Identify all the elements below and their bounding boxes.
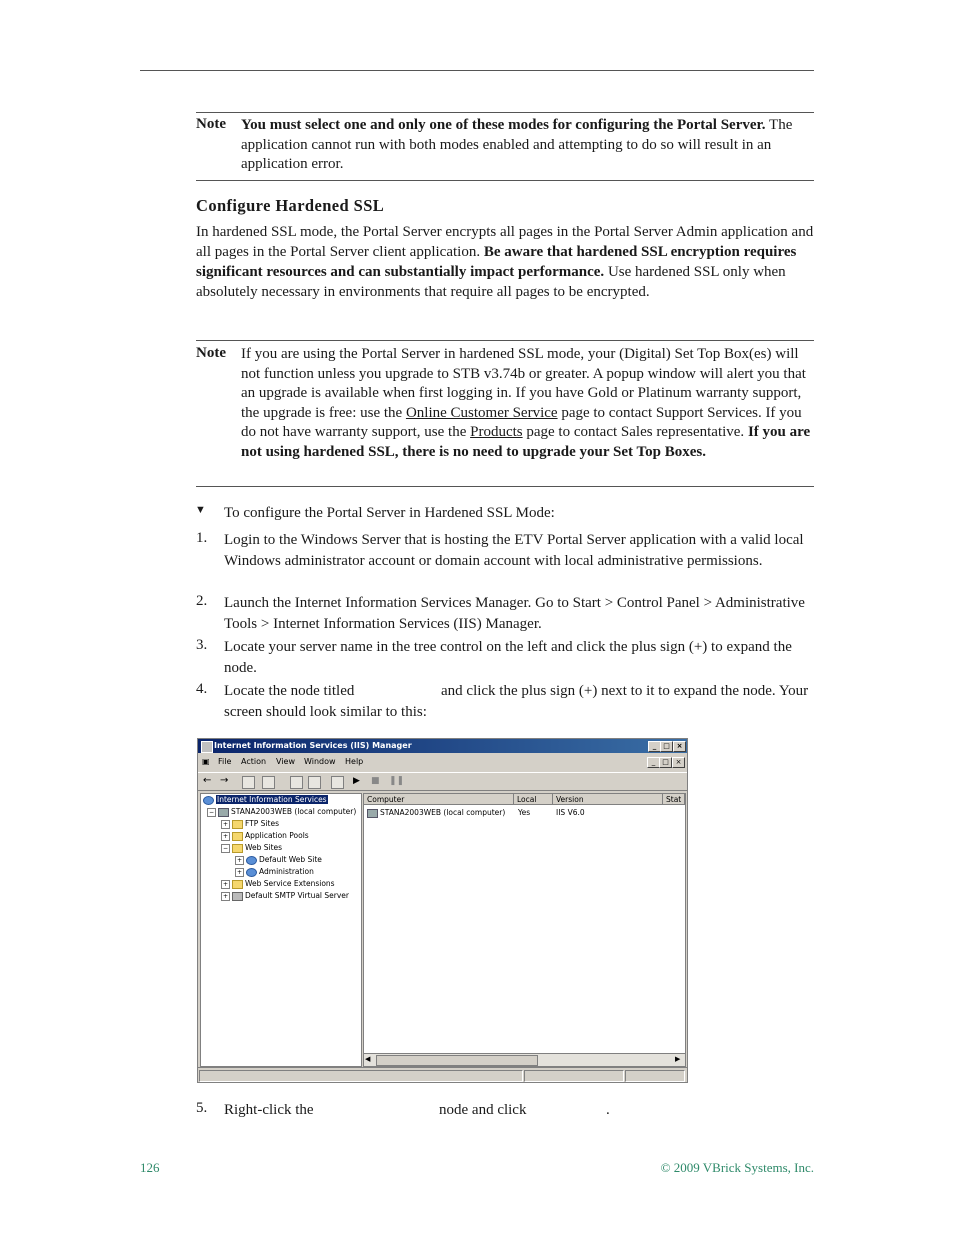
help-icon[interactable]: [308, 776, 321, 789]
tree-web-sites-label: Web Sites: [245, 843, 283, 852]
col-computer[interactable]: Computer: [364, 794, 514, 805]
tree-root[interactable]: [203, 795, 328, 805]
tree-ftp-label: FTP Sites: [245, 819, 279, 828]
note2-label: Note: [196, 345, 226, 361]
step-1-num: 1.: [196, 530, 208, 546]
website-icon: [246, 856, 257, 865]
tree-expand-icon[interactable]: +: [222, 880, 229, 888]
step-4-text-b: and click the plus sign (+) next to it to expand the node. Your screen should look similar to this:: [224, 683, 809, 720]
procedure-bullet-icon: ▼: [195, 504, 206, 516]
step-5-text-c: .: [606, 1102, 610, 1118]
note-top-rule: [196, 112, 814, 113]
section-paragraph: [196, 222, 816, 302]
scroll-thumb[interactable]: [376, 1055, 538, 1066]
step-1-text: Login to the Windows Server that is hosting the ETV Portal Server application with a valid local Windows administrator account or domain account with local administrative permissions.: [224, 532, 804, 569]
menu-help[interactable]: Help: [345, 757, 364, 766]
minimize-button[interactable]: _: [648, 741, 661, 752]
iis-manager-screenshot: [197, 738, 688, 1083]
stop-icon[interactable]: ■: [371, 776, 380, 786]
header-rule: [140, 70, 814, 71]
para-bold: Be aware that hardened SSL encryption requires significant resources and can substantially impact performance.: [196, 244, 797, 280]
note2-text-3: page to contact Sales representative.: [522, 424, 748, 441]
note2-bottom-rule: [196, 486, 814, 487]
para-text-1: In hardened SSL mode, the Portal Server encrypts all pages in the Portal Server Admin application and all pages in the Portal Server client application.: [196, 224, 814, 260]
website-icon: [246, 868, 257, 877]
menu-action[interactable]: Action: [241, 757, 267, 766]
tree-expand-icon[interactable]: +: [222, 892, 229, 900]
tree-default-web-site-label: Default Web Site: [259, 855, 322, 864]
step-3-num: 3.: [196, 637, 208, 653]
iis-app-icon: [201, 741, 213, 753]
tree-administration[interactable]: [235, 867, 314, 877]
horizontal-scrollbar[interactable]: [364, 1053, 685, 1066]
tree-expand-icon[interactable]: +: [236, 856, 243, 864]
tree-web-service-extensions[interactable]: [221, 879, 335, 889]
forward-arrow-icon[interactable]: →: [220, 775, 229, 786]
list-pane: [363, 793, 686, 1067]
step-2-text: Launch the Internet Information Services Manager. Go to Start > Control Panel > Administrative Tools > Internet Information Services (IIS) Manager.: [224, 595, 805, 632]
server-icon: [218, 808, 229, 817]
tree-smtp[interactable]: [221, 891, 349, 901]
pause-icon[interactable]: ❚❚: [389, 776, 405, 786]
step-4-text-a: Locate the node titled: [224, 683, 355, 699]
tree-server-label: STANA2003WEB (local computer): [231, 807, 357, 816]
window-titlebar: [198, 739, 687, 753]
menu-bar: [198, 755, 687, 769]
status-segment-3: [625, 1070, 685, 1082]
table-row[interactable]: [367, 808, 505, 818]
col-status[interactable]: Stat: [663, 794, 685, 805]
menu-app-icon: ▣: [202, 757, 210, 766]
folder-icon: [232, 820, 243, 829]
tree-server[interactable]: [207, 807, 356, 817]
scroll-right-icon[interactable]: ▶: [675, 1055, 681, 1063]
procedure-intro: To configure the Portal Server in Hardened SSL Mode:: [224, 505, 555, 521]
tree-expand-icon[interactable]: +: [236, 868, 243, 876]
note-bold-text: You must select one and only one of these modes for configuring the Portal Server.: [241, 117, 766, 133]
mdi-close-button[interactable]: ×: [672, 757, 685, 768]
tree-default-web-site[interactable]: [235, 855, 322, 865]
note2-body: [241, 345, 816, 463]
tree-expand-icon[interactable]: +: [222, 832, 229, 840]
tree-administration-label: Administration: [259, 867, 314, 876]
tree-pane: [200, 793, 362, 1067]
show-tree-icon[interactable]: [242, 776, 255, 789]
step-5-text-b: node and click: [439, 1102, 527, 1118]
copyright: © 2009 VBrick Systems, Inc.: [660, 1160, 814, 1175]
note-label: Note: [196, 116, 226, 132]
menu-view[interactable]: View: [276, 757, 295, 766]
note2-text-1: If you are using the Portal Server in hardened SSL mode, your (Digital) Set Top Box(es) will not function unless you upgrade to STB v3.74b or greater. A popup window will alert you that an upgrade is available when first logging in. If you have Gold or Platinum warranty support, the upgrade is free: use the: [241, 346, 806, 421]
row-computer: STANA2003WEB (local computer): [380, 808, 506, 817]
tree-expand-icon[interactable]: −: [222, 844, 229, 852]
folder-icon: [232, 880, 243, 889]
para-text-2: Use hardened SSL only when absolutely necessary in environments that require all pages to be encrypted.: [196, 264, 786, 300]
col-version[interactable]: Version: [553, 794, 663, 805]
col-local[interactable]: Local: [514, 794, 553, 805]
note-body: [241, 116, 816, 175]
tree-smtp-label: Default SMTP Virtual Server: [245, 891, 349, 900]
products-link[interactable]: Products: [470, 424, 523, 441]
step-5-text-a: Right-click the: [224, 1102, 314, 1118]
note2-top-rule: [196, 340, 814, 341]
export-icon[interactable]: [290, 776, 303, 789]
menu-window[interactable]: Window: [304, 757, 336, 766]
smtp-server-icon: [232, 892, 243, 901]
tree-app-pools[interactable]: [221, 831, 309, 841]
menu-file[interactable]: File: [218, 757, 232, 766]
back-arrow-icon[interactable]: ←: [203, 775, 212, 786]
folder-icon: [232, 832, 243, 841]
status-bar: [198, 1067, 687, 1082]
tree-wse-label: Web Service Extensions: [245, 879, 335, 888]
tree-root-label: Internet Information Services: [217, 795, 327, 804]
note2-text-2: page to contact Support Services. If you do not have warranty support, use the: [241, 404, 802, 441]
tree-web-sites[interactable]: [221, 843, 282, 853]
page-number: 126: [140, 1160, 160, 1175]
mdi-restore-button[interactable]: □: [659, 757, 672, 768]
step-4-num: 4.: [196, 681, 208, 697]
note2-bold-end: If you are not using hardened SSL, there is no need to upgrade your Set Top Boxes.: [241, 424, 811, 460]
tree-expand-icon[interactable]: −: [208, 808, 215, 816]
status-segment-2: [524, 1070, 624, 1082]
row-version: IIS V6.0: [556, 808, 585, 817]
tree-app-pools-label: Application Pools: [245, 831, 309, 840]
row-local: Yes: [518, 808, 531, 817]
play-icon[interactable]: ▶: [353, 776, 360, 786]
step-3-text: Locate your server name in the tree control on the left and click the plus sign (+) to expand the node.: [224, 639, 792, 676]
tree-expand-icon[interactable]: +: [222, 820, 229, 828]
mdi-minimize-button[interactable]: _: [647, 757, 660, 768]
scroll-left-icon[interactable]: ◀: [365, 1055, 371, 1063]
step-2-num: 2.: [196, 593, 208, 609]
tree-ftp-sites[interactable]: [221, 819, 279, 829]
folder-icon: [232, 844, 243, 853]
computer-icon[interactable]: [331, 776, 344, 789]
maximize-button[interactable]: □: [660, 741, 673, 752]
iis-root-icon: [203, 796, 214, 805]
server-icon: [367, 809, 378, 818]
close-button[interactable]: ×: [673, 741, 686, 752]
properties-icon[interactable]: [262, 776, 275, 789]
note-text: The application cannot run with both modes enabled and attempting to do so will result in an application error.: [241, 117, 793, 173]
online-customer-service-link[interactable]: Online Customer Service: [405, 404, 558, 421]
status-segment-1: [199, 1070, 523, 1082]
window-title: Internet Information Services (IIS) Manager: [214, 741, 412, 750]
note-bottom-rule: [196, 180, 814, 181]
section-heading: Configure Hardened SSL: [196, 196, 385, 215]
step-5-num: 5.: [196, 1100, 208, 1116]
toolbar: [198, 772, 687, 791]
